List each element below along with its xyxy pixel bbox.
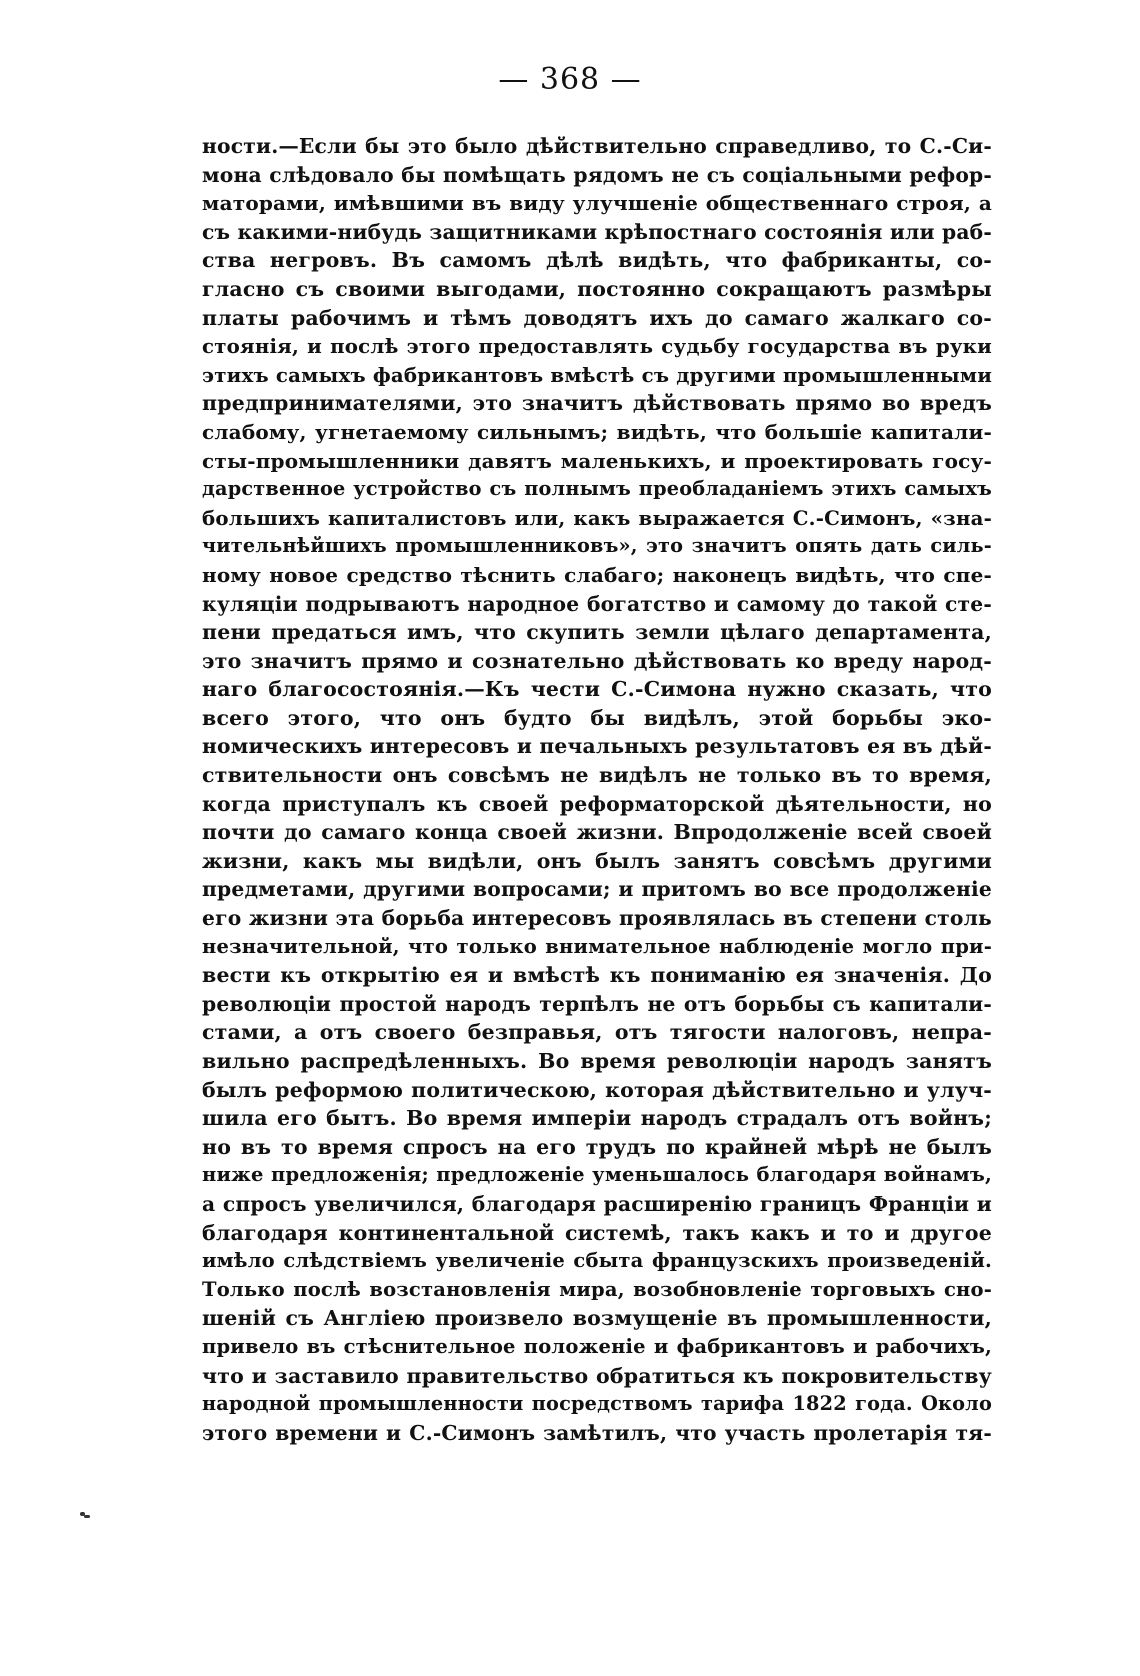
text-line: платы рабочимъ и тѣмъ доводятъ ихъ до самаго жалкаго со- bbox=[202, 305, 992, 330]
text-line: большихъ капиталистовъ или, какъ выражается С.-Симонъ, «зна- bbox=[202, 505, 992, 530]
text-line: былъ реформою политическою, которая дѣйствительно и улуч- bbox=[202, 1077, 992, 1102]
text-line: сты-промышленники давятъ маленькихъ, и проектировать госу- bbox=[202, 448, 992, 473]
text-line: съ какими-нибудь защитниками крѣпостнаго состоянія или раб- bbox=[202, 219, 992, 244]
text-line: что и заставило правительство обратиться къ покровительству bbox=[202, 1363, 992, 1388]
text-line: предметами, другими вопросами; и притомъ во все продолженіе bbox=[202, 877, 992, 902]
text-line: слабому, угнетаемому сильнымъ; видѣть, что большіе капитали- bbox=[202, 419, 992, 444]
text-line: революціи простой народъ терпѣлъ не отъ борьбы съ капитали- bbox=[202, 991, 992, 1016]
text-line: а спросъ увеличился, благодаря расширенію границъ Франціи и bbox=[202, 1191, 992, 1216]
text-line: всего этого, что онъ будто бы видѣлъ, этой борьбы эко- bbox=[202, 705, 992, 730]
text-line: предпринимателями, это значитъ дѣйствовать прямо во вредъ bbox=[202, 391, 992, 416]
scan-speck bbox=[84, 1515, 90, 1518]
text-line: ному новое средство тѣснить слабаго; наконецъ видѣть, что спе- bbox=[202, 562, 992, 587]
text-line: стоянія, и послѣ этого предоставлять судьбу государства въ руки bbox=[202, 334, 992, 359]
text-line: жизни, какъ мы видѣли, онъ былъ занятъ совсѣмъ другими bbox=[202, 848, 992, 873]
text-line: этого времени и С.-Симонъ замѣтилъ, что участь пролетарія тя- bbox=[202, 1420, 992, 1445]
text-line: его жизни эта борьба интересовъ проявлялась въ степени столь bbox=[202, 906, 992, 931]
text-line: вести къ открытію ея и вмѣстѣ къ пониманію ея значенія. До bbox=[202, 963, 992, 988]
text-line: стами, а отъ своего безправья, отъ тягости налоговъ, непра- bbox=[202, 1020, 992, 1045]
text-line: это значитъ прямо и сознательно дѣйствовать ко вреду народ- bbox=[202, 648, 992, 673]
text-line: чительнѣйшихъ промышленниковъ», это значитъ опять дать силь- bbox=[202, 534, 992, 558]
text-line: этихъ самыхъ фабрикантовъ вмѣстѣ съ другими промышленными bbox=[202, 362, 993, 387]
text-line: привело въ стѣснительное положеніе и фабрикантовъ и рабочихъ, bbox=[202, 1334, 992, 1358]
text-line: Только послѣ возстановленія мира, возобновленіе торговыхъ сно- bbox=[202, 1277, 992, 1301]
text-line: ности.—Если бы это было дѣйствительно справедливо, то С.-Си- bbox=[202, 134, 992, 158]
text-line: пени предаться имъ, что скупить земли цѣлаго департамента, bbox=[202, 620, 992, 645]
text-line: дарственное устройство съ полнымъ преобладаніемъ этихъ самыхъ bbox=[202, 477, 992, 501]
text-line: благодаря континентальной системѣ, такъ какъ и то и другое bbox=[202, 1220, 992, 1245]
text-line: имѣло слѣдствіемъ увеличеніе сбыта французскихъ произведеній. bbox=[202, 1249, 992, 1273]
text-line: наго благосостоянія.—Къ чести С.-Симона нужно сказать, что bbox=[202, 677, 992, 702]
text-line: ства негровъ. Въ самомъ дѣлѣ видѣть, что фабриканты, со- bbox=[202, 248, 992, 273]
page-number: — 368 — bbox=[498, 62, 642, 97]
text-line: маторами, имѣвшими въ виду улучшеніе общественнаго строя, а bbox=[202, 191, 992, 216]
text-line: но въ то время спросъ на его трудъ по крайней мѣрѣ не былъ bbox=[202, 1134, 992, 1159]
text-line: почти до самаго конца своей жизни. Впродолженіе всей своей bbox=[202, 820, 992, 845]
text-line: гласно съ своими выгодами, постоянно сокращаютъ размѣры bbox=[202, 276, 992, 301]
text-line: номическихъ интересовъ и печальныхъ результатовъ ея въ дѣй- bbox=[202, 734, 992, 759]
body-text bbox=[202, 132, 992, 1447]
text-line: мона слѣдовало бы помѣщать рядомъ не съ соціальными рефор- bbox=[202, 162, 992, 187]
text-line: куляціи подрываютъ народное богатство и самому до такой сте- bbox=[202, 591, 992, 616]
text-line: шеній съ Англіею произвело возмущеніе въ промышленности, bbox=[202, 1306, 992, 1331]
text-line: незначительной, что только внимательное наблюденіе могло при- bbox=[202, 934, 992, 958]
text-line: народной промышленности посредствомъ тарифа 1822 года. Около bbox=[202, 1392, 992, 1416]
text-line: вильно распредѣленныхъ. Во время революціи народъ занятъ bbox=[202, 1049, 992, 1073]
text-line: когда приступалъ къ своей реформаторской дѣятельности, но bbox=[202, 791, 992, 816]
text-line: ниже предложенія; предложеніе уменьшалось благодаря войнамъ, bbox=[202, 1163, 992, 1187]
text-line: ствительности онъ совсѣмъ не видѣлъ не только въ то время, bbox=[202, 763, 992, 788]
text-line: шила его бытъ. Во время имперіи народъ страдалъ отъ войнъ; bbox=[202, 1106, 992, 1131]
